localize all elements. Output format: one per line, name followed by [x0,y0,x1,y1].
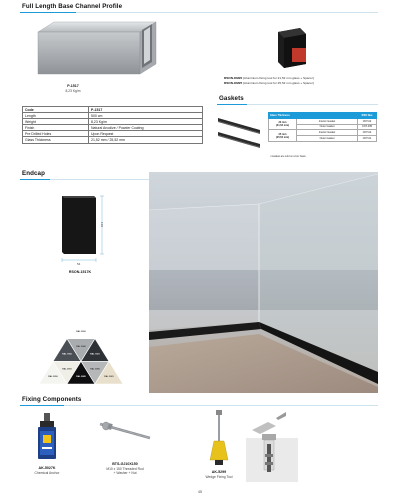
component-code: AK-5027K [38,466,56,470]
gaskets-type: Outer Gasket [297,124,358,130]
ral-swatch-label: RAL 9010 [62,368,72,371]
component-desc-2: + Washer + Nut [113,471,137,475]
spec-key: Code [23,107,89,113]
gaskets-section-title: Gaskets [219,95,244,102]
endcap-section-title: Endcap [22,170,45,177]
spec-value: 8,23 Kg/m [89,119,203,125]
gaskets-code: CNT-02 [358,118,377,124]
fixing-components-rule-light [64,405,378,406]
gaskets-thickness-20-sub: (21,52 mm) [275,124,290,128]
installation-diagram [246,410,298,482]
profile-spec-table [22,106,203,144]
chemical-anchor-image [34,413,60,461]
ral-swatch-label: RAL 9006 [90,368,100,371]
base-channel-profile-image [30,20,170,82]
spec-row [23,137,203,143]
endcap-title-rule-light [50,179,150,180]
component-code: BTS-GJ10X150 [112,462,138,466]
endcap-dim-height: 130 [100,222,104,228]
gaskets-header-thickness: Glass Thickness [269,113,358,119]
gaskets-thickness-25: 25 mm [278,132,287,136]
fixing-tool-code-1: RSON-KM20 [224,76,243,80]
gaskets-title-rule-light [247,104,378,105]
ral-color-triangle [38,315,124,385]
spec-value: Upon Request [89,131,203,137]
page-number: 45 [198,490,202,494]
threaded-rod-image [96,420,154,442]
profile-title-rule-light [76,12,378,13]
spec-value: P-1517 [89,107,203,113]
ral-swatch [67,316,95,339]
profile-image-weight: 8,23 Kg/m [65,89,81,93]
component-desc: M10 x 150 Threaded Rod [106,467,144,471]
gaskets-thickness-cell-20 [269,118,297,130]
spec-key: Pre Drilled Holes [23,131,89,137]
component-desc: Chemical Anchor [34,471,60,475]
spec-value: 21,52 mm / 25,52 mm [89,137,203,143]
component-code: AK-5299 [211,470,227,474]
ral-swatch-label: RAL 9016 [76,330,86,333]
spec-key: Length [23,113,89,119]
spec-value: Natural Anodize / Powder Coating [89,125,203,131]
endcap-code: RSON-1517K [68,270,92,274]
gaskets-code: CNT-02 [358,130,377,136]
gaskets-title-rule [217,104,247,105]
fixing-components-rule [20,405,64,406]
fixing-tool-line-2 [224,81,314,85]
fixing-tool-image [272,26,312,70]
endcap-dim-width: 54 [77,262,81,266]
gaskets-thickness-25-sub: (25,52 mm) [275,135,290,139]
ral-swatch-label: RAL 9005 [76,376,86,379]
spec-key: Weight [23,119,89,125]
fixing-components-title: Fixing Components [22,396,82,403]
endcap-drawing [50,190,114,266]
fixing-tool-code-2: RSON-KM25 [224,81,243,85]
gaskets-header-code: RSO Nee [358,113,377,119]
ral-swatch-label: RAL 7021 [90,353,100,356]
wedge-fixing-tool-image [206,410,232,466]
spec-key: Finish [23,125,89,131]
fixing-tool-desc-1: [Aluminium fixing tool for 21,52 mm glass + Spacer] [242,76,314,80]
component-desc: Wedge Fixing Tool [205,475,233,479]
endcap-title-rule [20,179,50,180]
gaskets-table [268,112,377,142]
gaskets-type: Outer Gasket [297,136,358,142]
fixing-tool-desc-2: [Aluminium fixing tool for 25,52 mm glass + Spacer] [242,81,314,85]
gaskets-note: • Gaskets are sold on a box basis. [270,155,307,158]
ral-swatch-label: RAL 9016 [48,376,58,379]
glass-balustrade-photo [149,172,378,393]
spec-key: Glass Thickness [23,137,89,143]
gaskets-code: CNT-01 [358,136,377,142]
profile-image-code: P-1517 [67,84,79,88]
gaskets-type: Interior Gasket [297,130,358,136]
gaskets-thickness-cell-25 [269,130,297,142]
profile-title-rule [20,12,76,13]
gaskets-code: CNT-035 [358,124,377,130]
ral-swatch-label: RAL 9006 [76,346,86,349]
gasket-strips-image [216,112,264,152]
gaskets-thickness-20: 20 mm [278,121,287,124]
profile-section-title: Full Length Base Channel Profile [22,3,123,10]
ral-swatch-label: RAL 9001 [104,376,114,379]
ral-swatch-label: RAL 7016 [62,353,72,356]
gaskets-type: Interior Gasket [297,118,358,124]
spec-value: 500 cm [89,113,203,119]
fixing-tool-line-1 [224,76,314,80]
